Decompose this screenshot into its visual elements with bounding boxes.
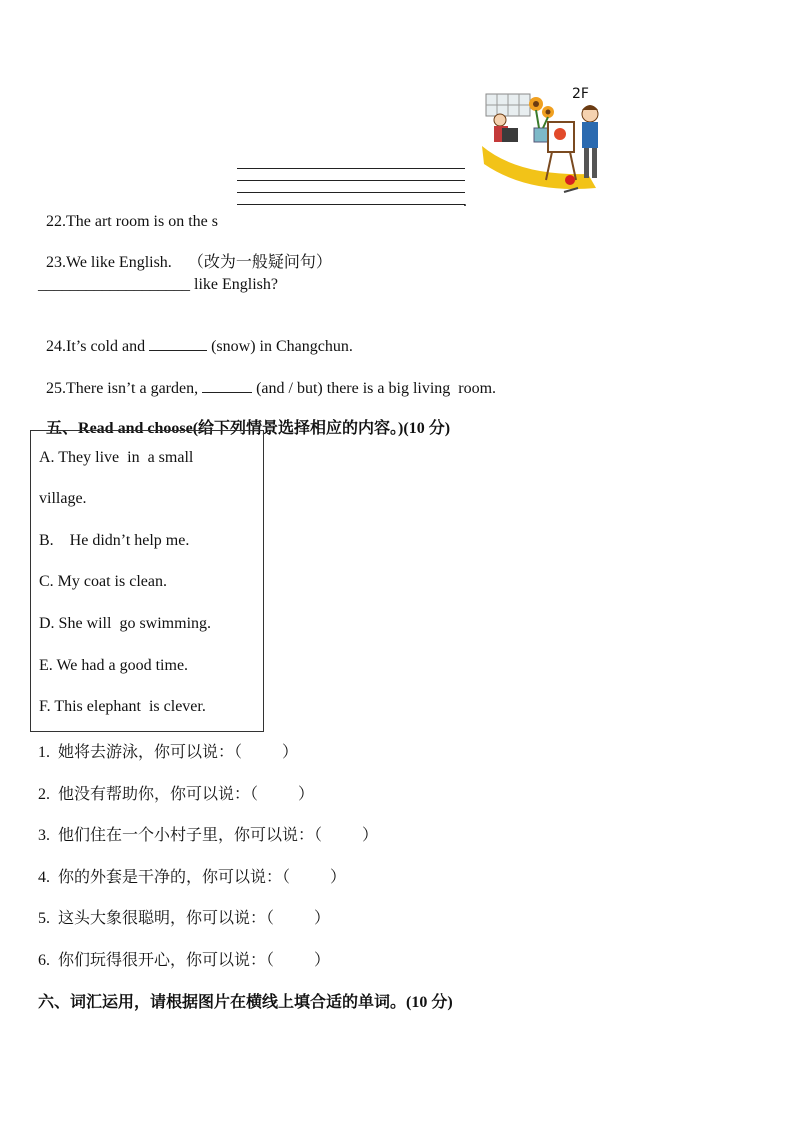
question-23 — [38, 233, 332, 273]
floor-label: 2F — [572, 86, 589, 102]
option-a: A. They live in a small — [39, 449, 194, 466]
answer-line — [237, 192, 465, 193]
answer-line — [237, 168, 465, 169]
option-f: F. This elephant is clever. — [39, 698, 206, 715]
option-b: B. He didn’t help me. — [39, 532, 190, 549]
section-6-heading: 六、词汇运用，请根据图片在横线上填合适的单词。(10 分) — [38, 994, 453, 1011]
question-23-answer[interactable]: ___________________ like English? — [38, 276, 278, 293]
answer-line — [237, 180, 465, 181]
situation-item-4[interactable]: 4. 你的外套是干净的，你可以说：（ ） — [38, 869, 347, 886]
question-23-note: （改为一般疑问句） — [187, 254, 332, 271]
situation-item-6[interactable]: 6. 你们玩得很开心，你可以说：（ ） — [38, 952, 331, 969]
answer-line — [237, 204, 465, 205]
answer-blank-q24[interactable] — [149, 336, 207, 351]
question-25-post: (and / but) there is a big living room. — [252, 380, 497, 397]
question-24-post: (snow) in Changchun. — [207, 338, 353, 355]
option-d: D. She will go swimming. — [39, 615, 212, 632]
question-25 — [38, 358, 496, 399]
question-22 — [38, 192, 218, 232]
question-22-end: . — [463, 193, 467, 210]
option-c: C. My coat is clean. — [39, 573, 167, 590]
section-5-number: 五、 — [46, 420, 79, 437]
question-25-pre: 25.There isn’t a garden, — [46, 380, 203, 397]
option-a-continued: village. — [39, 490, 87, 507]
answer-blank-q25[interactable] — [202, 378, 252, 393]
question-23-text: 23.We like English. — [46, 254, 172, 271]
question-24-pre: 24.It’s cold and — [46, 338, 150, 355]
question-24 — [38, 316, 353, 357]
art-room-picture-icon — [478, 84, 608, 206]
option-e: E. We had a good time. — [39, 657, 189, 674]
question-22-text: 22.The art room is on the s — [46, 213, 218, 230]
situation-item-2[interactable]: 2. 他没有帮助你，你可以说：（ ） — [38, 786, 315, 803]
situation-item-5[interactable]: 5. 这头大象很聪明，你可以说：（ ） — [38, 910, 331, 927]
section-5-title: Read and choose — [78, 420, 193, 437]
art-room-illustration — [478, 84, 608, 206]
options-box — [30, 430, 264, 732]
section-5-instruction: (给下列情景选择相应的内容。)(10 分) — [192, 420, 451, 437]
situation-item-3[interactable]: 3. 他们住在一个小村子里，你可以说：（ ） — [38, 827, 379, 844]
situation-item-1[interactable]: 1. 她将去游泳，你可以说：（ ） — [38, 744, 299, 761]
